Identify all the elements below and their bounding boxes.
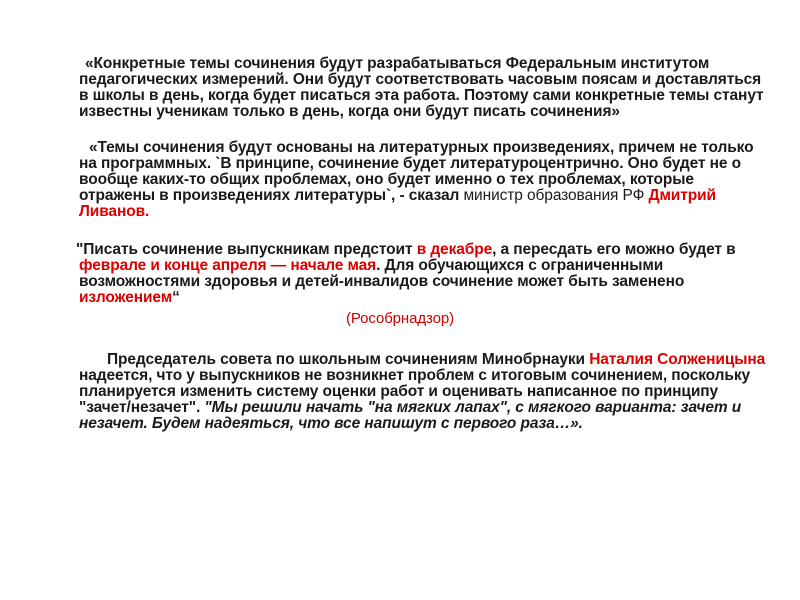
highlight-december: в декабре — [416, 241, 493, 258]
source-text: (Рособрнадзор) — [346, 310, 454, 327]
text-part: , а пересдать его можно будет в — [492, 241, 736, 258]
paragraph-rosobrnadzor-quote — [76, 241, 769, 306]
highlight-izlozhenie: изложением — [79, 289, 173, 306]
text-part: Председатель совета по школьным сочинениям Минобрнауки — [107, 351, 585, 368]
chair-name: Наталия Солженицына — [589, 351, 766, 368]
paragraph-text: «Конкретные темы сочинения будут разрабатываться Федеральным институтом педагогических измерений. Они будут соответствовать часовым поясам и доставляться в школы в день, когда будет писаться эта работа. Поэтому сами конкретные темы станут известны ученикам только в день, когда они будут писать сочинения» — [79, 55, 764, 120]
closing-quote: “ — [172, 289, 180, 306]
text-part: надеется, что у выпускников не возникнет проблем с итоговым сочинением, поскольку планируется изменить систему оценки работ и оценивать написанное по принципу "зачет/незачет". — [79, 367, 751, 416]
source-label — [0, 311, 800, 327]
highlight-retake-dates: феврале и конце апреля — начале мая — [79, 257, 377, 274]
minister-title: министр образования РФ — [463, 187, 645, 204]
text-part: "Писать сочинение выпускникам предстоит — [76, 241, 413, 258]
paragraph-solzhenitsyna — [79, 352, 769, 432]
minister-name: Дмитрий Ливанов. — [79, 187, 716, 220]
paragraph-livanov-quote — [79, 140, 769, 220]
italic-quote: "Мы решили начать "на мягких лапах", с мягкого варианта: зачет и незачет. Будем надеяться, что все напишут с первого раза…». — [79, 399, 742, 432]
paragraph-fipi-quote — [79, 56, 769, 120]
text-part: . Для обучающихся с ограниченными возможностями здоровья и детей-инвалидов сочинение может быть заменено — [79, 257, 685, 290]
paragraph-text: «Темы сочинения будут основаны на литературных произведениях, причем не только на программных. `В принципе, сочинение будет литературоцентрично. Оно будет не о вообще каких-то общих проблемах, оно будет именно о тех проблемах, которые отражены в произведениях литературы`, - сказал — [79, 139, 754, 204]
